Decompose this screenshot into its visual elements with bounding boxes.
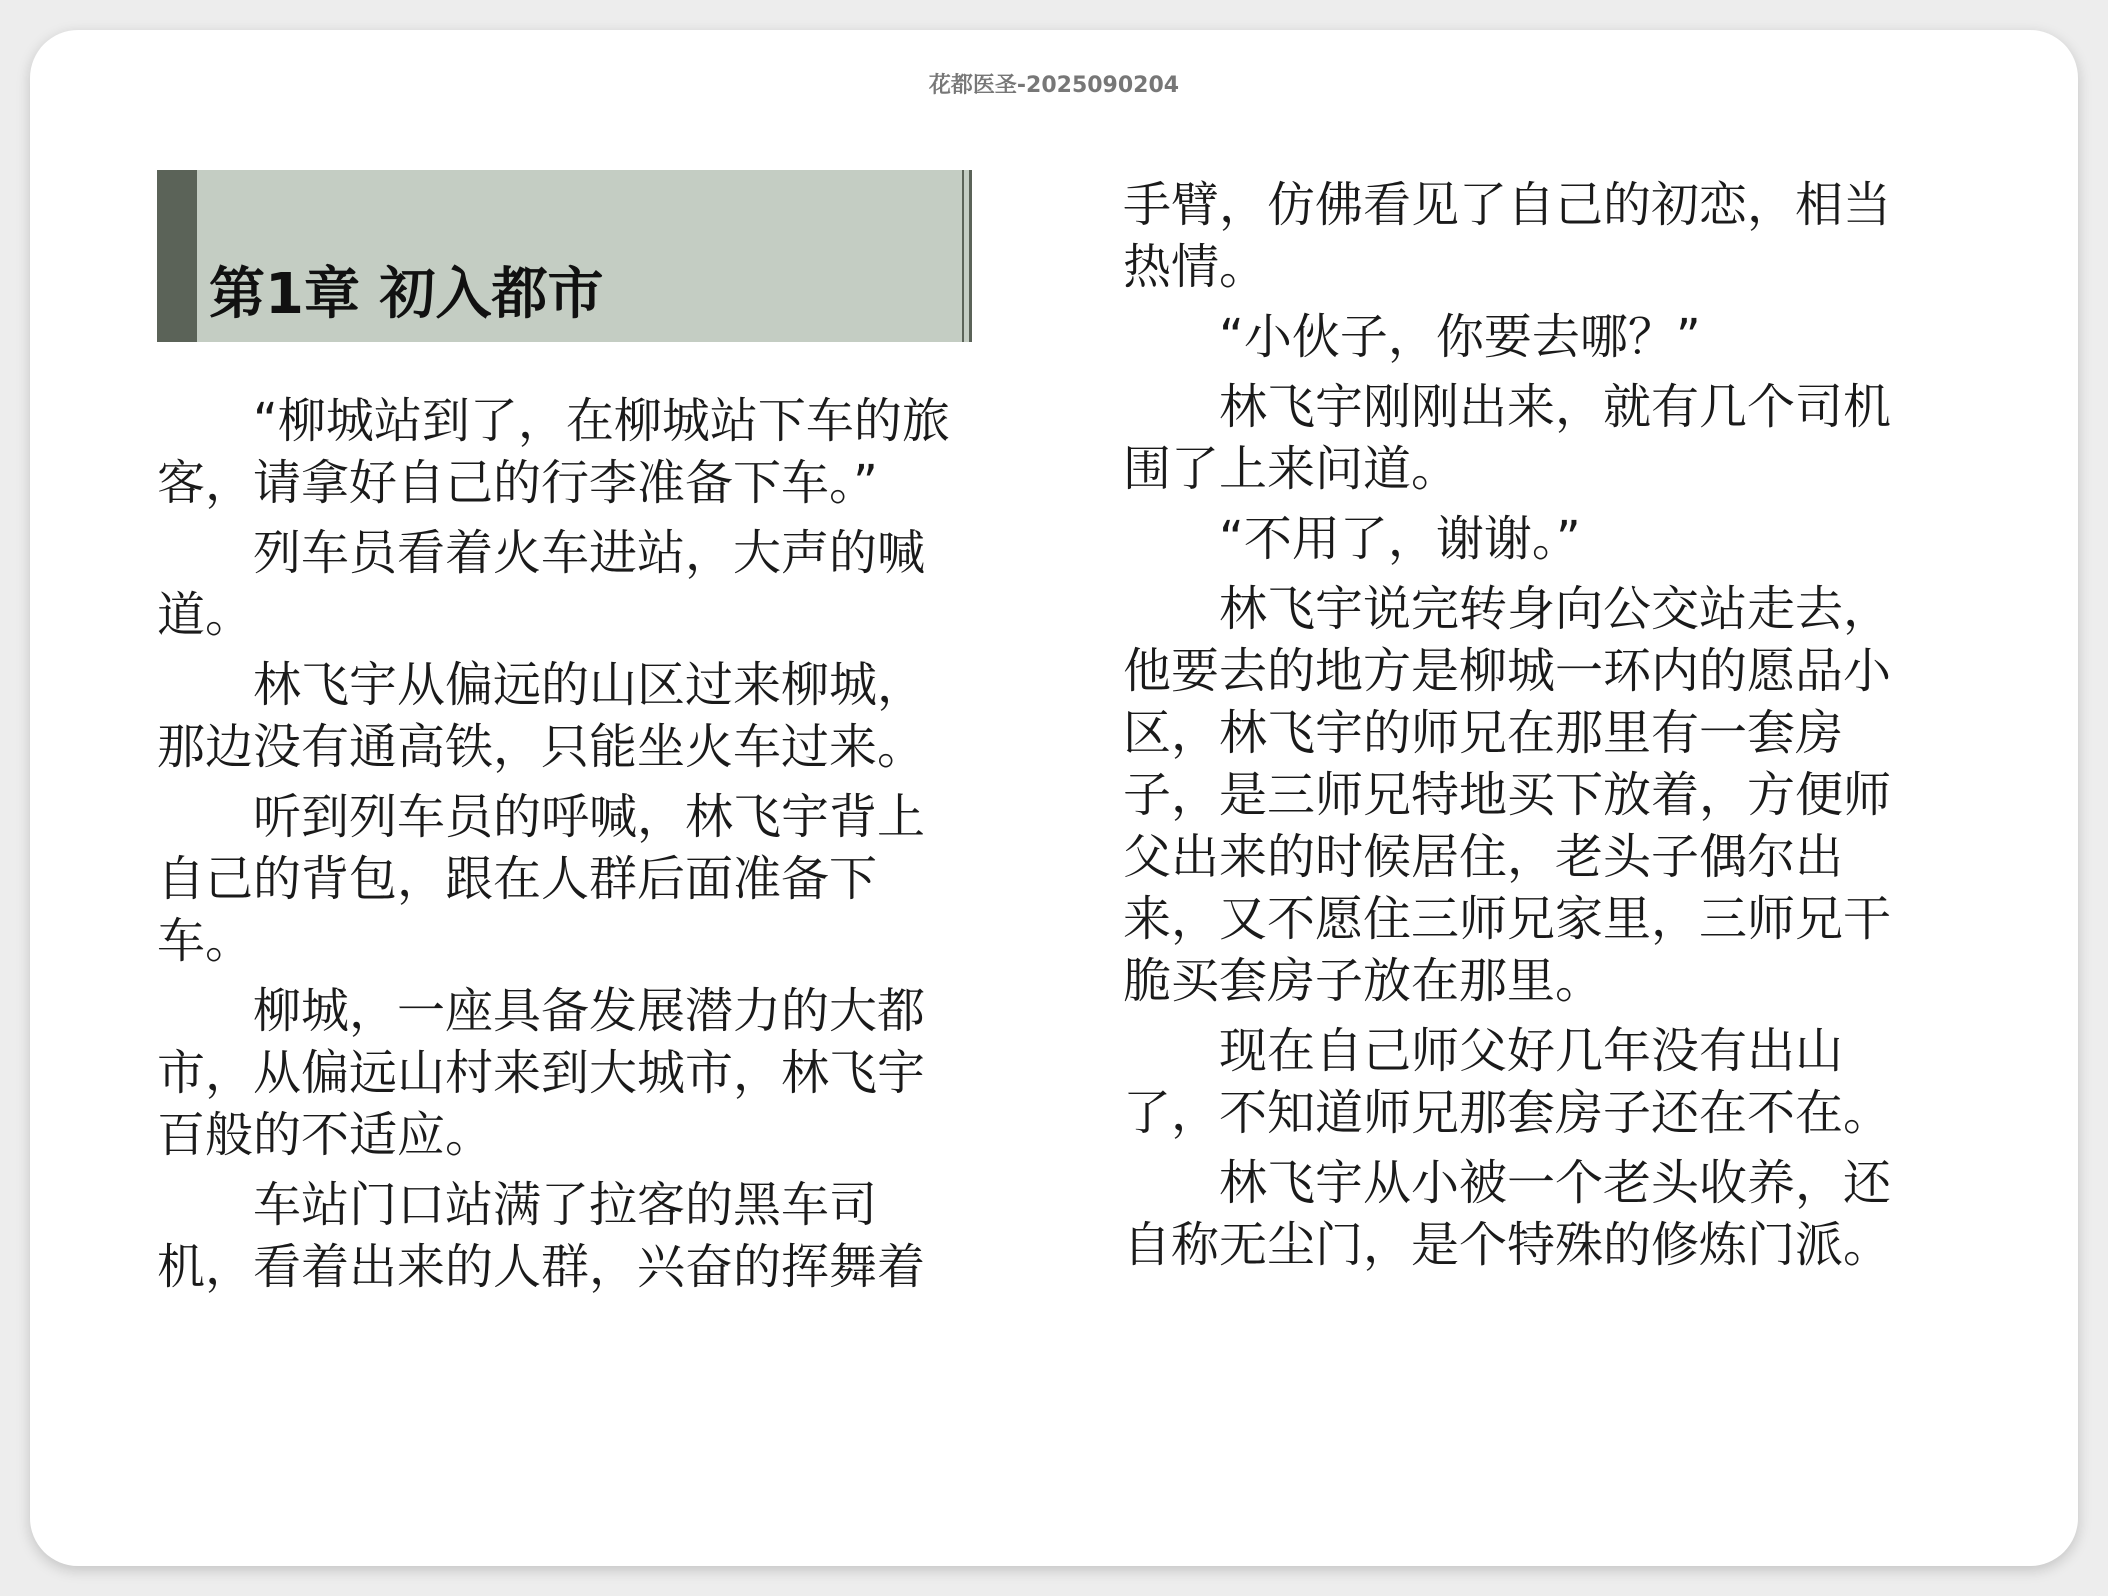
left-column xyxy=(157,170,972,1306)
chapter-header xyxy=(157,170,972,342)
paragraph-continuation: 手臂，仿佛看见了自己的初恋，相当热情。 xyxy=(1123,177,1892,295)
right-column xyxy=(1123,174,1933,1284)
paragraph: “柳城站到了，在柳城站下车的旅客，请拿好自己的行李准备下车。” xyxy=(157,393,950,511)
book-title: 花都医圣-2025090204 xyxy=(928,73,1180,98)
paragraph: 现在自己师父好几年没有出山了，不知道师兄那套房子还在不在。 xyxy=(1123,1023,1892,1141)
paragraph: 林飞宇刚刚出来，就有几个司机围了上来问道。 xyxy=(1123,379,1892,497)
paragraph: 林飞宇说完转身向公交站走去，他要去的地方是柳城一环内的愿品小区，林飞宇的师兄在那里有一套房子，是三师兄特地买下放着，方便师父出来的时候居住，老头子偶尔出来，又不愿住三师兄家里，三师兄干脆买套房子放在那里。 xyxy=(1123,581,1892,1009)
paragraph: 列车员看着火车进站，大声的喊道。 xyxy=(157,525,926,643)
paragraph: 柳城，一座具备发展潜力的大都市，从偏远山村来到大城市，林飞宇百般的不适应。 xyxy=(157,983,926,1163)
reader-page xyxy=(30,30,2078,1566)
paragraph: 车站门口站满了拉客的黑车司机，看着出来的人群，兴奋的挥舞着 xyxy=(157,1177,926,1295)
paragraph: 林飞宇从小被一个老头收养，还自称无尘门，是个特殊的修炼门派。 xyxy=(1123,1155,1892,1273)
paragraph: “不用了，谢谢。” xyxy=(1219,511,1581,567)
chapter-title: 第1章 初入都市 xyxy=(209,262,604,327)
paragraph: 听到列车员的呼喊，林飞宇背上自己的背包，跟在人群后面准备下车。 xyxy=(157,789,926,969)
paragraph: “小伙子，你要去哪？” xyxy=(1219,309,1701,365)
paragraph: 林飞宇从偏远的山区过来柳城，那边没有通高铁，只能坐火车过来。 xyxy=(157,657,926,775)
